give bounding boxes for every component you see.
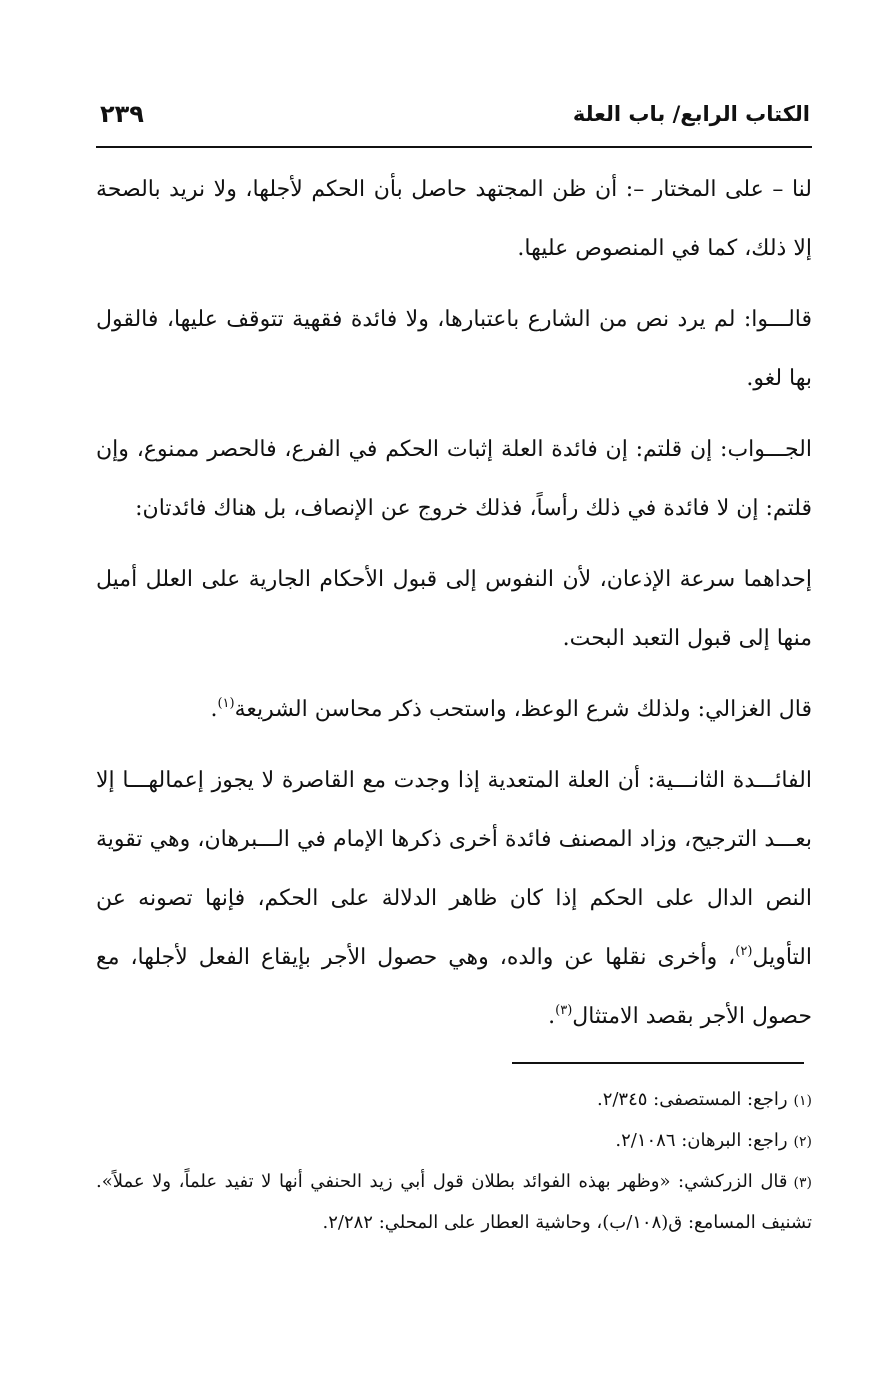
second-benefit-end: .	[548, 1004, 556, 1029]
paragraph-second-benefit	[96, 751, 812, 1046]
paragraph-first-benefit: إحداهما سرعة الإذعان، لأن النفوس إلى قبول الأحكام الجارية على العلل أميل منها إلى قبول التعبد البحت.	[96, 567, 812, 651]
running-title: الكتاب الرابع/ باب العلة	[572, 102, 810, 126]
footnote-text: راجع: المستصفى: ٢/٣٤٥.	[596, 1089, 788, 1110]
paragraph-objection: قالـــوا: لم يرد نص من الشارع باعتبارها، ولا فائدة فقهية تتوقف عليها، فالقول بها لغو.	[96, 307, 812, 391]
footnote-ref-1[interactable]: (١)	[217, 696, 235, 711]
paragraph-ghazali	[96, 680, 812, 739]
footnote-ref-2[interactable]: (٢)	[735, 944, 753, 959]
footnote-ref-3[interactable]: (٣)	[555, 1003, 573, 1018]
paragraph-answer: الجـــواب: إن قلتم: إن فائدة العلة إثبات الحكم في الفرع، فالحصر ممنوع، وإن قلتم: إن لا فائدة في ذلك رأساً، فذلك خروج عن الإنصاف، بل هناك فائدتان:	[96, 437, 812, 521]
footnote-mark: (١)	[793, 1093, 812, 1109]
footnote-1	[96, 1080, 812, 1121]
running-header	[98, 100, 810, 134]
footnote-mark: (٣)	[793, 1175, 812, 1191]
footnote-text: قال الزركشي: «وظهر بهذه الفوائد بطلان قول أبي زيد الحنفي أنها لا تفيد علماً، ولا عملاً». تشنيف المسامع: ق(١٠٨/ب)، وحاشية العطار على المحلي: ٢/٢٨٢.	[96, 1171, 812, 1233]
footnote-2	[96, 1121, 812, 1162]
second-benefit-text-b: ، وأخرى نقلها عن والده، وهي حصول الأجر بإيقاع الفعل لأجلها، مع حصول الأجر بقصد الامتثال	[96, 945, 812, 1029]
second-benefit-text-a: الفائـــدة الثانـــية: أن العلة المتعدية إذا وجدت مع القاصرة لا يجوز إعمالهـــا إلا بعـــد الترجيح، وزاد المصنف فائدة أخرى ذكرها الإمام في الـــبرهان، وهي تقوية النص الدال على الحكم إذا كان ظاهر الدلالة على الحكم، فإنها تصونه عن التأويل	[96, 768, 812, 970]
footnote-rule	[512, 1062, 804, 1064]
footnotes	[96, 1080, 812, 1243]
footnote-mark: (٢)	[793, 1134, 812, 1150]
footnote-text: راجع: البرهان: ٢/١٠٨٦.	[615, 1130, 788, 1151]
main-text	[96, 160, 812, 1058]
page-number: ٢٣٩	[100, 100, 144, 128]
ghazali-text: قال الغزالي: ولذلك شرع الوعظ، واستحب ذكر محاسن الشريعة	[234, 697, 812, 722]
header-rule	[96, 146, 812, 148]
ghazali-end: .	[210, 697, 218, 722]
footnote-3	[96, 1162, 812, 1243]
paragraph-argument: لنا – على المختار –: أن ظن المجتهد حاصل بأن الحكم لأجلها، ولا نريد بالصحة إلا ذلك، كما في المنصوص عليها.	[96, 177, 812, 261]
